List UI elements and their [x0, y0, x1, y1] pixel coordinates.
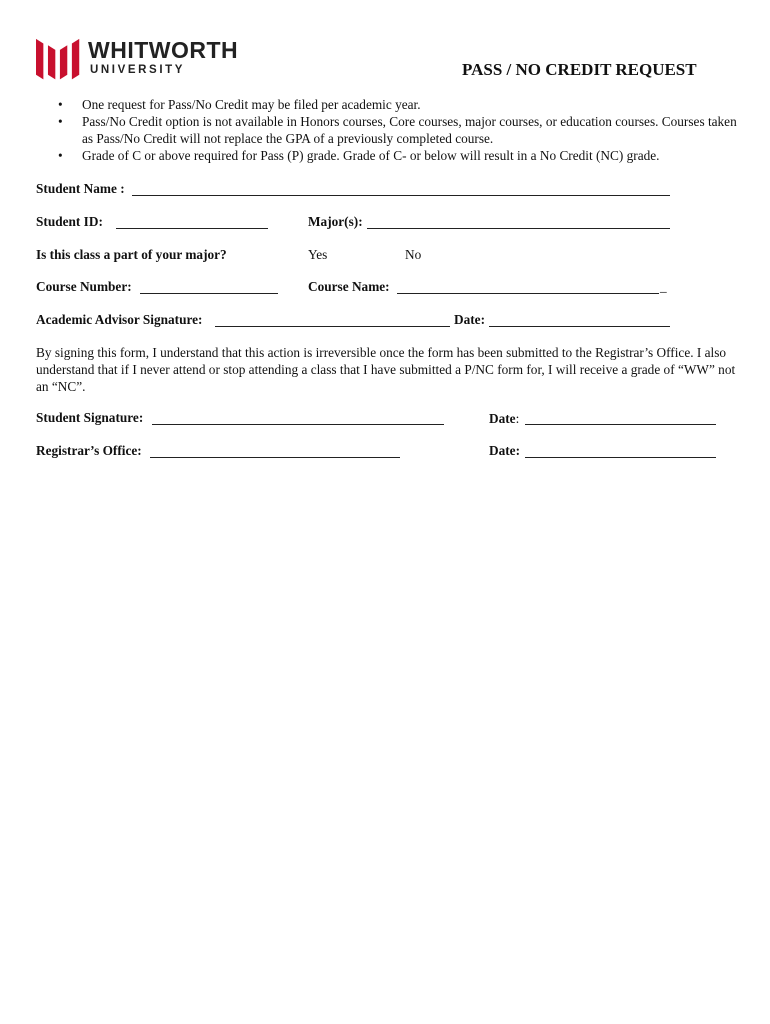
page-title: PASS / NO CREDIT REQUEST [462, 60, 697, 79]
course-number-label: Course Number: [36, 279, 132, 294]
student-date-field[interactable] [525, 424, 716, 425]
policy-list [58, 96, 748, 164]
student-name-label: Student Name : [36, 181, 125, 196]
whitworth-logo-mark [36, 36, 82, 84]
student-date-label: Date [489, 411, 516, 426]
acknowledgement-text: By signing this form, I understand that this action is irreversible once the form has been submitted to the Registrar’s Office. I also understand that if I never attend or stop attending a class that I have submitted a P/NC form for, I will receive a grade of “WW” not an “NC”. [36, 345, 736, 394]
advisor-signature-label: Academic Advisor Signature: [36, 312, 203, 327]
majors-label: Major(s): [308, 214, 363, 229]
logo-name: WHITWORTH [88, 37, 239, 63]
yes-option[interactable]: Yes [308, 247, 328, 262]
course-number-field[interactable] [140, 293, 278, 294]
policy-item: • One request for Pass/No Credit may be filed per academic year. [58, 96, 748, 113]
student-signature-field[interactable] [152, 424, 444, 425]
registrar-date-label: Date: [489, 443, 521, 458]
policy-item: • Grade of C or above required for Pass (P) grade. Grade of C- or below will result in a No Credit (NC) grade. [58, 147, 748, 164]
course-name-label: Course Name: [308, 279, 390, 294]
policy-item: • Pass/No Credit option is not available in Honors courses, Core courses, major courses, or education courses. Courses taken as Pass/No Credit will not replace the GPA of a previously completed course. [58, 113, 748, 147]
majors-field[interactable] [367, 228, 670, 229]
advisor-signature-field[interactable] [215, 326, 450, 327]
advisor-date-label: Date: [454, 312, 486, 327]
registrar-field[interactable] [150, 457, 400, 458]
no-option[interactable]: No [405, 247, 422, 262]
course-name-tail: _ [660, 279, 667, 294]
major-question-label: Is this class a part of your major? [36, 247, 227, 262]
student-id-label: Student ID: [36, 214, 103, 229]
advisor-date-field[interactable] [489, 326, 670, 327]
student-name-field[interactable] [132, 195, 670, 196]
student-signature-label: Student Signature: [36, 410, 144, 425]
student-id-field[interactable] [116, 228, 268, 229]
logo-subname: UNIVERSITY [90, 64, 186, 76]
registrar-date-field[interactable] [525, 457, 716, 458]
registrar-label: Registrar’s Office: [36, 443, 142, 458]
course-name-field[interactable] [397, 293, 659, 294]
student-date-label-group [489, 410, 519, 428]
student-date-colon: : [515, 411, 520, 426]
